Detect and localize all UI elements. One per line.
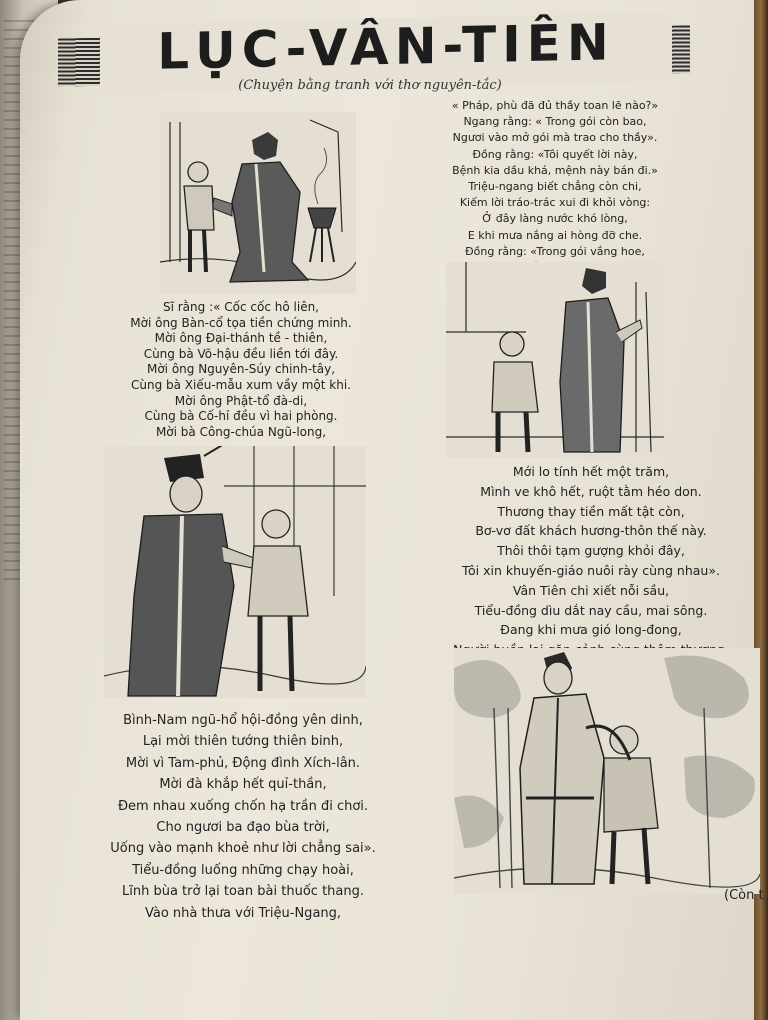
illustration-official-and-boy (104, 446, 366, 698)
verse-line: Mời bà Công-chúa Ngũ-long, (155, 424, 327, 439)
verse-line: Đang khi mưa gió long-đong, (500, 622, 682, 638)
verse-line: Cùng bà Cố-hỉ đều vì hai phòng. (144, 409, 338, 424)
verse-line: Đem nhau xuống chốn hạ trần đi chơi. (117, 798, 369, 814)
verse-line: Mời ông Bàn-cổ tọa tiền chứng minh. (130, 315, 352, 330)
verse-line: Mới lo tính hết một trăm, (512, 464, 670, 479)
verse-line: Kiếm lời tráo-trác xui đi khỏi vòng: (459, 196, 651, 210)
illustration-doctor-and-boy (160, 112, 356, 294)
verse-line: Cho ngươi ba đạo bùa trời, (156, 820, 330, 836)
verse-line: Mời ông Đại-thánh tề - thiên, (154, 331, 328, 346)
verse-line: Mời ông Phật-tổ đà-di, (174, 393, 308, 408)
page-subtitle: (Chuyện bằng tranh với thơ nguyên-tắc) (238, 78, 502, 93)
verse-line: Đồng rằng: «Tôi quyết lời này, (472, 147, 638, 161)
verse-line: Bệnh kia dầu khá, mệnh này bán đi.» (452, 163, 658, 177)
verse-line: Bình-Nam ngũ-hổ hội-đồng yên dinh, (123, 713, 363, 728)
verse-line: Tiểu-đồng luống những chạy hoài, (132, 862, 354, 878)
verse-line: Thương thay tiền mất tật còn, (497, 503, 685, 519)
verse-line: Cùng bà Võ-hậu đều liền tới đây. (143, 346, 339, 361)
illustration-man-carrying-boy (454, 648, 760, 894)
verse-line: Mời đà khắp hết quỉ-thần, (159, 777, 327, 793)
verse-line: Triệu-ngang biết chẳng còn chi, (468, 180, 642, 194)
verse-line: Thôi thôi tạm gượng khỏi đây, (497, 543, 685, 559)
verse-line: Vân Tiên chi xiết nỗi sầu, (512, 582, 670, 598)
verse-line: Tôi xin khuyến-giáo nuôi rày cùng nhau». (462, 562, 720, 578)
verse-line: « Pháp, phù đã đủ thầy toan lẽ nào?» (451, 99, 659, 112)
verse-line: Mời vì Tam-phủ, Động đình Xích-lân. (125, 755, 361, 771)
verse-line: Sĩ rằng :« Cốc cốc hô liên, (162, 300, 319, 314)
verse-line: Mời ông Nguyên-Súy chinh-tây, (146, 362, 336, 377)
verse-bottom-left (92, 710, 394, 924)
verse-line: Ngang rằng: « Trong gói còn bao, (463, 115, 647, 129)
verse-line: Tiểu-đồng dìu dắt nay cầu, mai sông. (474, 602, 708, 618)
verse-top-right (420, 98, 690, 276)
verse-line: Vào nhà thưa với Triệu-Ngang, (144, 905, 342, 921)
verse-line: Ngươi vào mở gói mà trao cho thầy». (452, 131, 658, 145)
verse-line: Cùng bà Xiếu-mẫu xum vầy một khi. (131, 377, 351, 392)
verse-line: Đồng rằng: «Trong gói vắng hoe, (465, 244, 645, 258)
verse-line: Uống vào mạnh khoẻ như lời chẳng sai». (110, 841, 376, 857)
continued-note: (Còn t (724, 888, 764, 903)
verse-line: Lĩnh bùa trở lại toan bài thuốc thang. (122, 884, 364, 900)
illustration-scholar-and-boy (446, 262, 664, 458)
verse-line: E khi mưa nắng ai hòng đỡ che. (467, 228, 643, 242)
verse-line: Lại mời thiên tướng thiên binh, (142, 734, 344, 750)
verse-line: Bơ-vơ đất khách hương-thôn thế này. (475, 523, 707, 539)
verse-mid-right (418, 462, 764, 660)
verse-line: Ở đây làng nước khó lòng, (482, 212, 628, 226)
page-title: LỤC-VÂN-TIÊN (100, 12, 672, 94)
verse-mid-left (110, 300, 372, 440)
verse-line: Mình ve khô hết, ruột tằm héo don. (480, 483, 702, 499)
